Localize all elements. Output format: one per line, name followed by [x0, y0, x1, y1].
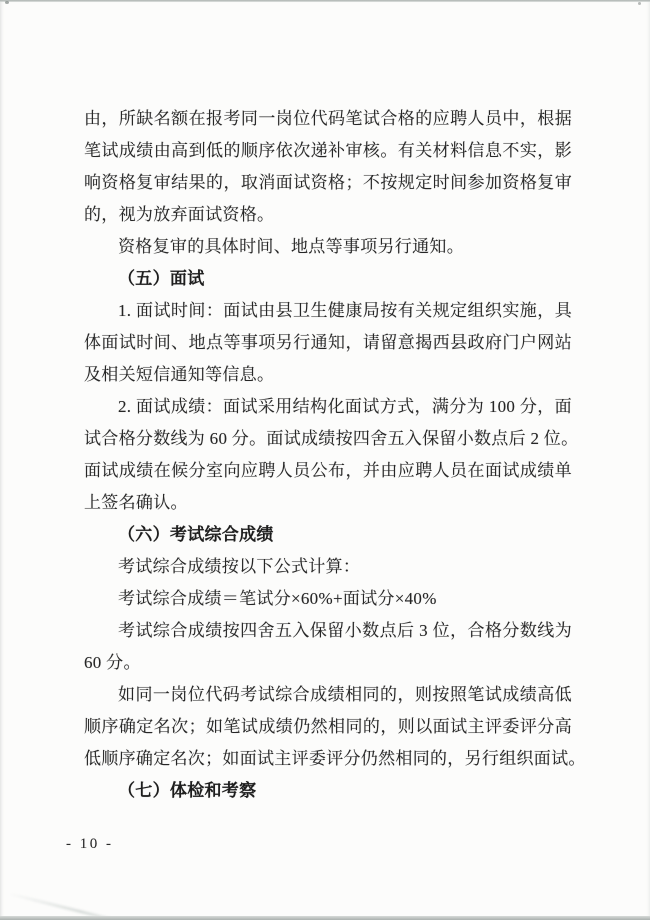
- text-line: 考试综合成绩＝笔试分×60%+面试分×40%: [118, 589, 437, 608]
- text-line: 响资格复审结果的，取消面试资格；不按规定时间参加资格复审: [84, 173, 572, 192]
- text-line: 面试成绩在候分室向应聘人员公布，并由应聘人员在面试成绩单: [84, 461, 572, 480]
- text-line: 资格复审的具体时间、地点等事项另行通知。: [118, 237, 464, 256]
- text-line: 笔试成绩由高到低的顺序依次递补审核。有关材料信息不实，影: [84, 141, 572, 160]
- text-line: 考试综合成绩按四舍五入保留小数点后 3 位，合格分数线为: [118, 621, 572, 640]
- text-line: 考试综合成绩按以下公式计算：: [118, 557, 361, 576]
- text-line: 60 分。: [84, 653, 141, 672]
- page-number: - 10 -: [66, 836, 114, 852]
- text-line: 体面试时间、地点等事项另行通知，请留意揭西县政府门户网站: [84, 333, 572, 352]
- section-heading: （七）体检和考察: [118, 781, 257, 800]
- text-line: 1. 面试时间：面试由县卫生健康局按有关规定组织实施，具: [118, 301, 572, 320]
- text-line: 试合格分数线为 60 分。面试成绩按四舍五入保留小数点后 2 位。: [84, 429, 579, 448]
- scan-speck: [638, 2, 641, 5]
- section-heading: （六）考试综合成绩: [118, 525, 274, 544]
- text-line: 上签名确认。: [84, 493, 188, 512]
- scan-speck: [5, 1, 9, 4]
- text-line: 如同一岗位代码考试综合成绩相同的，则按照笔试成绩高低: [118, 685, 572, 704]
- text-line: 由，所缺名额在报考同一岗位代码笔试合格的应聘人员中，根据: [84, 109, 572, 128]
- text-line: 低顺序确定名次；如面试主评委评分仍然相同的，另行组织面试。: [84, 749, 586, 768]
- text-line: 及相关短信通知等信息。: [84, 365, 275, 384]
- document-body: [84, 103, 586, 807]
- text-line: 的，视为放弃面试资格。: [84, 205, 275, 224]
- text-line: 2. 面试成绩：面试采用结构化面试方式，满分为 100 分，面: [118, 397, 572, 416]
- text-line: 顺序确定名次；如笔试成绩仍然相同的，则以面试主评委评分高: [84, 717, 572, 736]
- scan-edge-bottom: [0, 916, 650, 920]
- scan-edge-top: [0, 0, 650, 2]
- section-heading: （五）面试: [118, 269, 205, 288]
